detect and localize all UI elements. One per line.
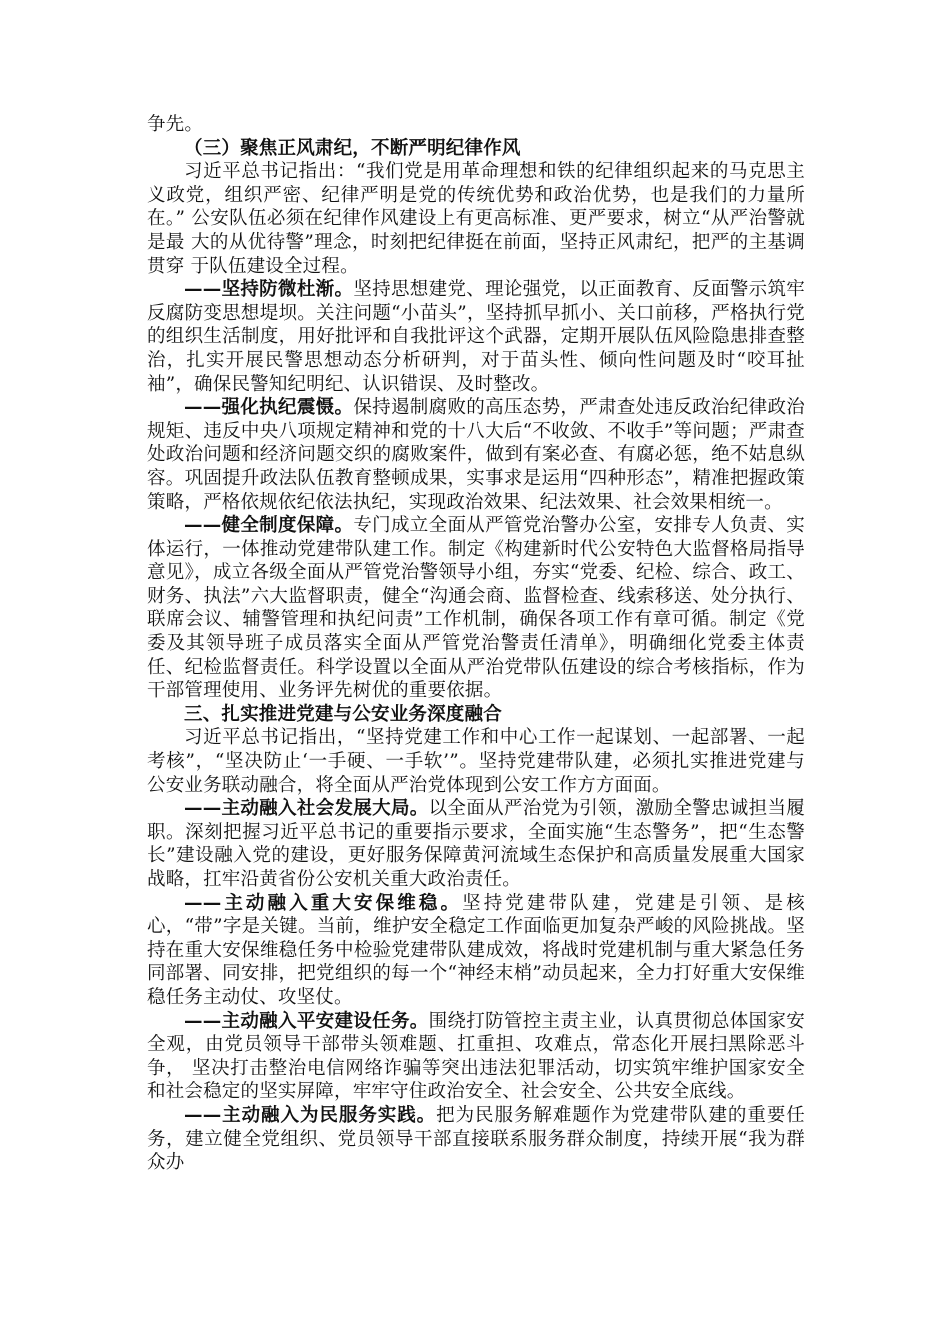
paragraph-quote-integration: 习近平总书记指出，“坚持党建工作和中心工作一起谋划、一起部署、一起考核”，“坚决防止‘一手硬、一手软’”。坚持党建带队建，必须扎实推进党建与公安业务联动融合，将全面从严治党体现到公安工作方方面面。 [147, 727, 805, 796]
paragraph-prevent [147, 278, 805, 396]
paragraph-public-service [147, 1104, 805, 1175]
lead-phrase: ——主动融入平安建设任务。 [184, 1010, 429, 1032]
lead-phrase: ——主动融入社会发展大局。 [184, 798, 429, 820]
paragraph-text: 以全面从严治党为引领，激励全警忠诚担当履职。深刻把握习近平总书记的重要指示要求，全面实施“生态警务”，把“生态警长”建设融入党的建设，更好服务保障黄河流域生态保护和高质量发展重大国家战略，扛牢沿黄省份公安机关重大政治责任。 [147, 798, 805, 890]
paragraph-security [147, 892, 805, 1010]
paragraph-continuation: 争先。 [147, 114, 204, 135]
paragraph-text: 保持遏制腐败的高压态势，严肃查处违反政治纪律政治规矩、违反中央八项规定精神和党的十八大后“不收敛、不收手”等问题；严肃查处政治问题和经济问题交织的腐败案件，做到有案必查、有腐必惩，绝不姑息纵容。巩固提升政法队伍教育整顿成果，实事求是运用“四种形态”，精准把握政策策略，严格依规依纪依法执纪，实现政治效果、纪法效果、社会效果相统一。 [147, 397, 805, 513]
lead-phrase: ——坚持防微杜渐。 [184, 279, 354, 301]
paragraph-deterrence [147, 396, 805, 514]
paragraph-text: 围绕打防管控主责主业，认真贯彻总体国家安全观，由党员领导干部带头领难题、扛重担、攻难点，常态化开展扫黑除恶斗争， 坚决打击整治电信网络诈骗等突出违法犯罪活动，切实筑牢维护国家安全和社会稳定的坚实屏障，牢牢守住政治安全、社会安全、公共安全底线。 [147, 1010, 805, 1103]
lead-phrase: ——健全制度保障。 [184, 515, 354, 537]
paragraph-text: 专门成立全面从严管党治警办公室，安排专人负责、实体运行，一体推动党建带队建工作。制定《构建新时代公安特色大监督格局指导意见》，成立各级全面从严管党治警领导小组，夯实“党委、纪检、综合、政工、财务、执法”六大监督职责，健全“沟通会商、监督检查、线索移送、处分执行、联席会议、辅警管理和执纪问责”工作机制，确保各项工作有章可循。制定《党委及其领导班子成员落实全面从严管党治警责任清单》，明确细化党委主体责任、纪检监督责任。科学设置以全面从严治党带队伍建设的综合考核指标，作为干部管理使用、业务评先树优的重要依据。 [147, 515, 805, 702]
lead-phrase: ——主动融入重大安保维稳。 [184, 892, 463, 914]
paragraph-text: 把为民服务解难题作为党建带队建的重要任务，建立健全党组织、党员领导干部直接联系服务群众制度，持续开展“我为群众办 [147, 1104, 805, 1174]
document-body [147, 113, 805, 1175]
paragraph-social-development [147, 797, 805, 891]
paragraph-text: 坚持党建带队建，党建是引领、是核心，“带”字是关键。当前，维护安全稳定工作面临更加复杂严峻的风险挑战。坚持在重大安保维稳任务中检验党建带队建成效，将战时党建机制与重大紧急任务同部署、同安排，把党组织的每一个“神经末梢”动员起来，全力打好重大安保维稳任务主动仗、攻坚仗。 [147, 892, 805, 1008]
paragraph-peace-building [147, 1010, 805, 1104]
paragraph-text: 坚持思想建党、理论强党，以正面教育、反面警示筑牢反腐防变思想堤坝。关注问题“小苗头”，坚持抓早抓小、关口前移，严格执行党的组织生活制度，用好批评和自我批评这个武器，定期开展队伍风险隐患排查整治，扎实开展民警思想动态分析研判，对于苗头性、倾向性问题及时“咬耳扯袖”，确保民警知纪明纪、认识错误、及时整改。 [147, 279, 805, 395]
lead-phrase: ——主动融入为民服务实践。 [184, 1104, 437, 1126]
section-heading-integration: 三、扎实推进党建与公安业务深度融合 [184, 703, 502, 725]
section-heading-discipline: （三）聚焦正风肃纪，不断严明纪律作风 [184, 137, 521, 159]
paragraph-institutions [147, 514, 805, 703]
lead-phrase: ——强化执纪震慑。 [184, 397, 354, 419]
paragraph-quote-discipline: 习近平总书记指出：“我们党是用革命理想和铁的纪律组织起来的马克思主 义政党，组织严密、纪律严明是党的传统优势和政治优势，也是我们的力量所在。” 公安队伍必须在纪律作风建设上有更高标准、更严要求，树立“从严治警就是最 大的从优待警”理念，时刻把纪律挺在前面，坚持正风肃纪，把严的主基调贯穿 于队伍建设全过程。 [147, 161, 805, 277]
